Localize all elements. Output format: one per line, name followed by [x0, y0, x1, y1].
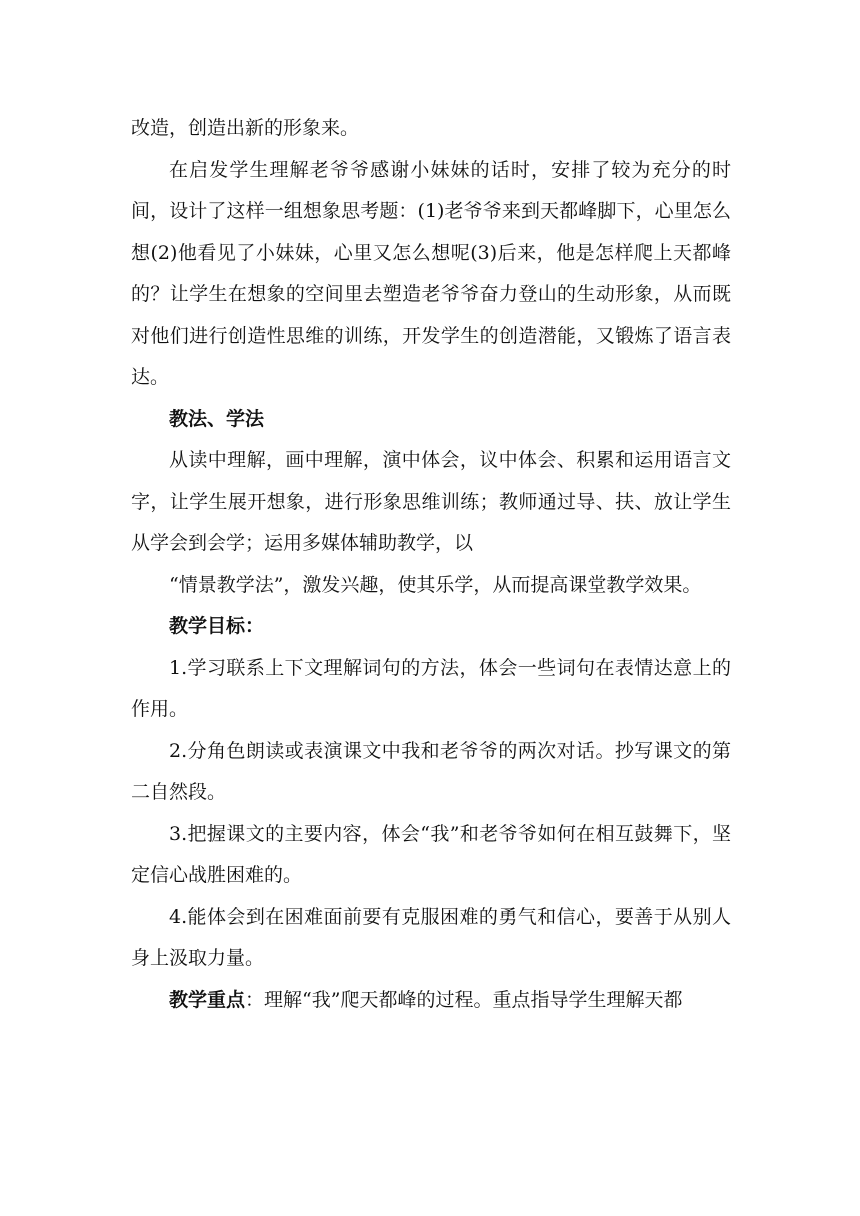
- paragraph-imagination-questions: 在启发学生理解老爷爷感谢小妹妹的话时，安排了较为充分的时间，设计了这样一组想象思考题：(1)老爷爷来到天都峰脚下，心里怎么想(2)他看见了小妹妹，心里又怎么想呢(3)后来，他是怎样爬上天都峰的？让学生在想象的空间里去塑造老爷爷奋力登山的生动形象，从而既对他们进行创造性思维的训练，开发学生的创造潜能，又锻炼了语言表达。: [131, 158, 731, 388]
- heading-methods: 教法、学法: [169, 407, 265, 430]
- teaching-focus-text: ：理解“我”爬天都峰的过程。重点指导学生理解天都: [245, 988, 683, 1011]
- paragraph-situational-teaching: “情景教学法”，激发兴趣，使其乐学，从而提高课堂教学效果。: [169, 573, 702, 596]
- teaching-focus-label: 教学重点: [169, 988, 246, 1011]
- goal-item-1: 1.学习联系上下文理解词句的方法，体会一些词句在表情达意上的作用。: [131, 656, 731, 720]
- goal-item-2: 2.分角色朗读或表演课文中我和老爷爷的两次对话。抄写课文的第二自然段。: [131, 739, 731, 803]
- paragraph-teaching-focus: [131, 980, 731, 1022]
- goal-item-4: 4.能体会到在困难面前要有克服困难的勇气和信心，要善于从别人身上汲取力量。: [131, 905, 731, 969]
- paragraph-methods: 从读中理解，画中理解，演中体会，议中体会、积累和运用语言文字，让学生展开想象，进行形象思维训练；教师通过导、扶、放让学生从学会到会学；运用多媒体辅助教学，以: [131, 449, 731, 554]
- document-body: [131, 108, 731, 1021]
- goal-item-3: 3.把握课文的主要内容，体会“我”和老爷爷如何在相互鼓舞下，坚定信心战胜困难的。: [131, 822, 731, 886]
- paragraph-continuation: 改造，创造出新的形象来。: [131, 117, 360, 139]
- heading-teaching-goals: 教学目标：: [169, 615, 265, 637]
